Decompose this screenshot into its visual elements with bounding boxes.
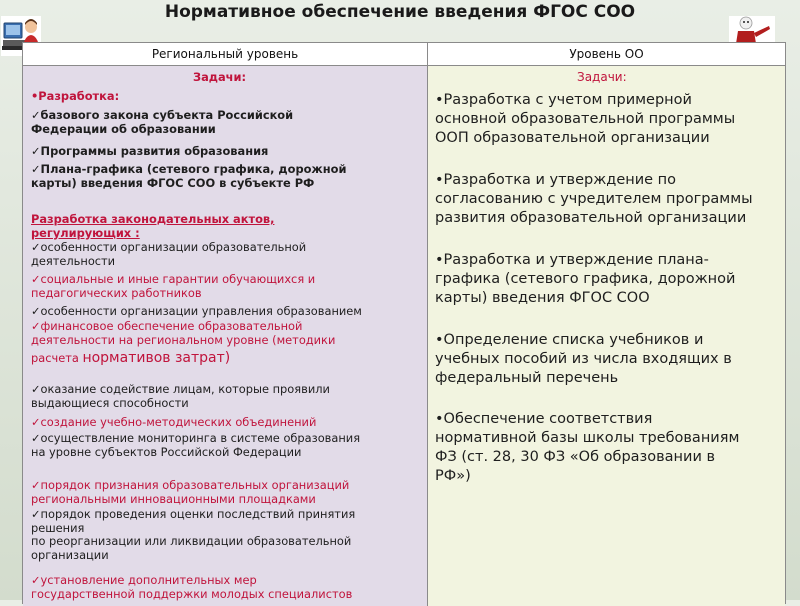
school-item-development-program: •Разработка и утверждение по согласованию с учредителем программы развития образовательной организации xyxy=(435,172,753,226)
act-item-innovation: ✓порядок признания образовательных организаций региональными инновационными площадками xyxy=(31,478,350,506)
school-item-textbooks: •Определение списка учебников и учебных пособий из числа входящих в федеральный перечень xyxy=(435,332,732,386)
school-item-roadmap: •Разработка и утверждение плана- графика (сетевого графика, дорожной карты) введения ФГОС СОО xyxy=(435,252,736,306)
school-column xyxy=(428,66,785,606)
school-item-oop: •Разработка с учетом примерной основной образовательной программы ООП образовательной организации xyxy=(435,92,736,146)
act-item-methodical: ✓создание учебно-методических объединений xyxy=(31,415,317,429)
regional-item-law: ✓базового закона субъекта Российской Федерации об образовании xyxy=(31,108,294,136)
act-item-reorganization: ✓порядок проведения оценки последствий принятия решения по реорганизации или ликвидации образовательной организации xyxy=(31,507,356,562)
header-regional-level: Региональный уровень xyxy=(23,43,428,66)
act-item-organization: ✓особенности организации образовательной деятельности xyxy=(31,240,307,268)
regional-column xyxy=(23,66,428,606)
act-item-finance: ✓финансовое обеспечение образовательной деятельности на региональном уровне (методики xyxy=(31,319,336,347)
regional-acts-heading: Разработка законодательных актов, регулирующих : xyxy=(31,212,275,240)
regional-item-plan: ✓Плана-графика (сетевого графика, дорожной карты) введения ФГОС СОО в субъекте РФ xyxy=(31,162,347,190)
act-item-guarantees: ✓социальные и иные гарантии обучающихся и педагогических работников xyxy=(31,272,316,300)
act-item-young-specialists: ✓установление дополнительных мер государственной поддержки молодых специалистов xyxy=(31,573,353,601)
page-title: Нормативное обеспечение введения ФГОС СОО xyxy=(164,2,636,22)
norms-table xyxy=(22,42,786,604)
school-tasks-heading: Задачи: xyxy=(577,70,627,84)
act-item-management: ✓особенности организации управления образованием xyxy=(31,304,362,318)
header-school-level: Уровень ОО xyxy=(428,43,785,66)
regional-development-heading: •Разработка: xyxy=(31,89,120,103)
act-item-monitoring: ✓осуществление мониторинга в системе образования на уровне субъектов Российской Федерации xyxy=(31,431,361,459)
regional-tasks-heading: Задачи: xyxy=(193,70,247,84)
school-item-compliance: •Обеспечение соответствия нормативной базы школы требованиям ФЗ (ст. 28, 30 ФЗ «Об образовании в РФ») xyxy=(435,411,740,484)
act-item-finance-end: расчета нормативов затрат) xyxy=(31,350,231,366)
act-item-gifted: ✓оказание содействие лицам, которые проявили выдающиеся способности xyxy=(31,382,330,410)
regional-item-program: ✓Программы развития образования xyxy=(31,144,269,158)
